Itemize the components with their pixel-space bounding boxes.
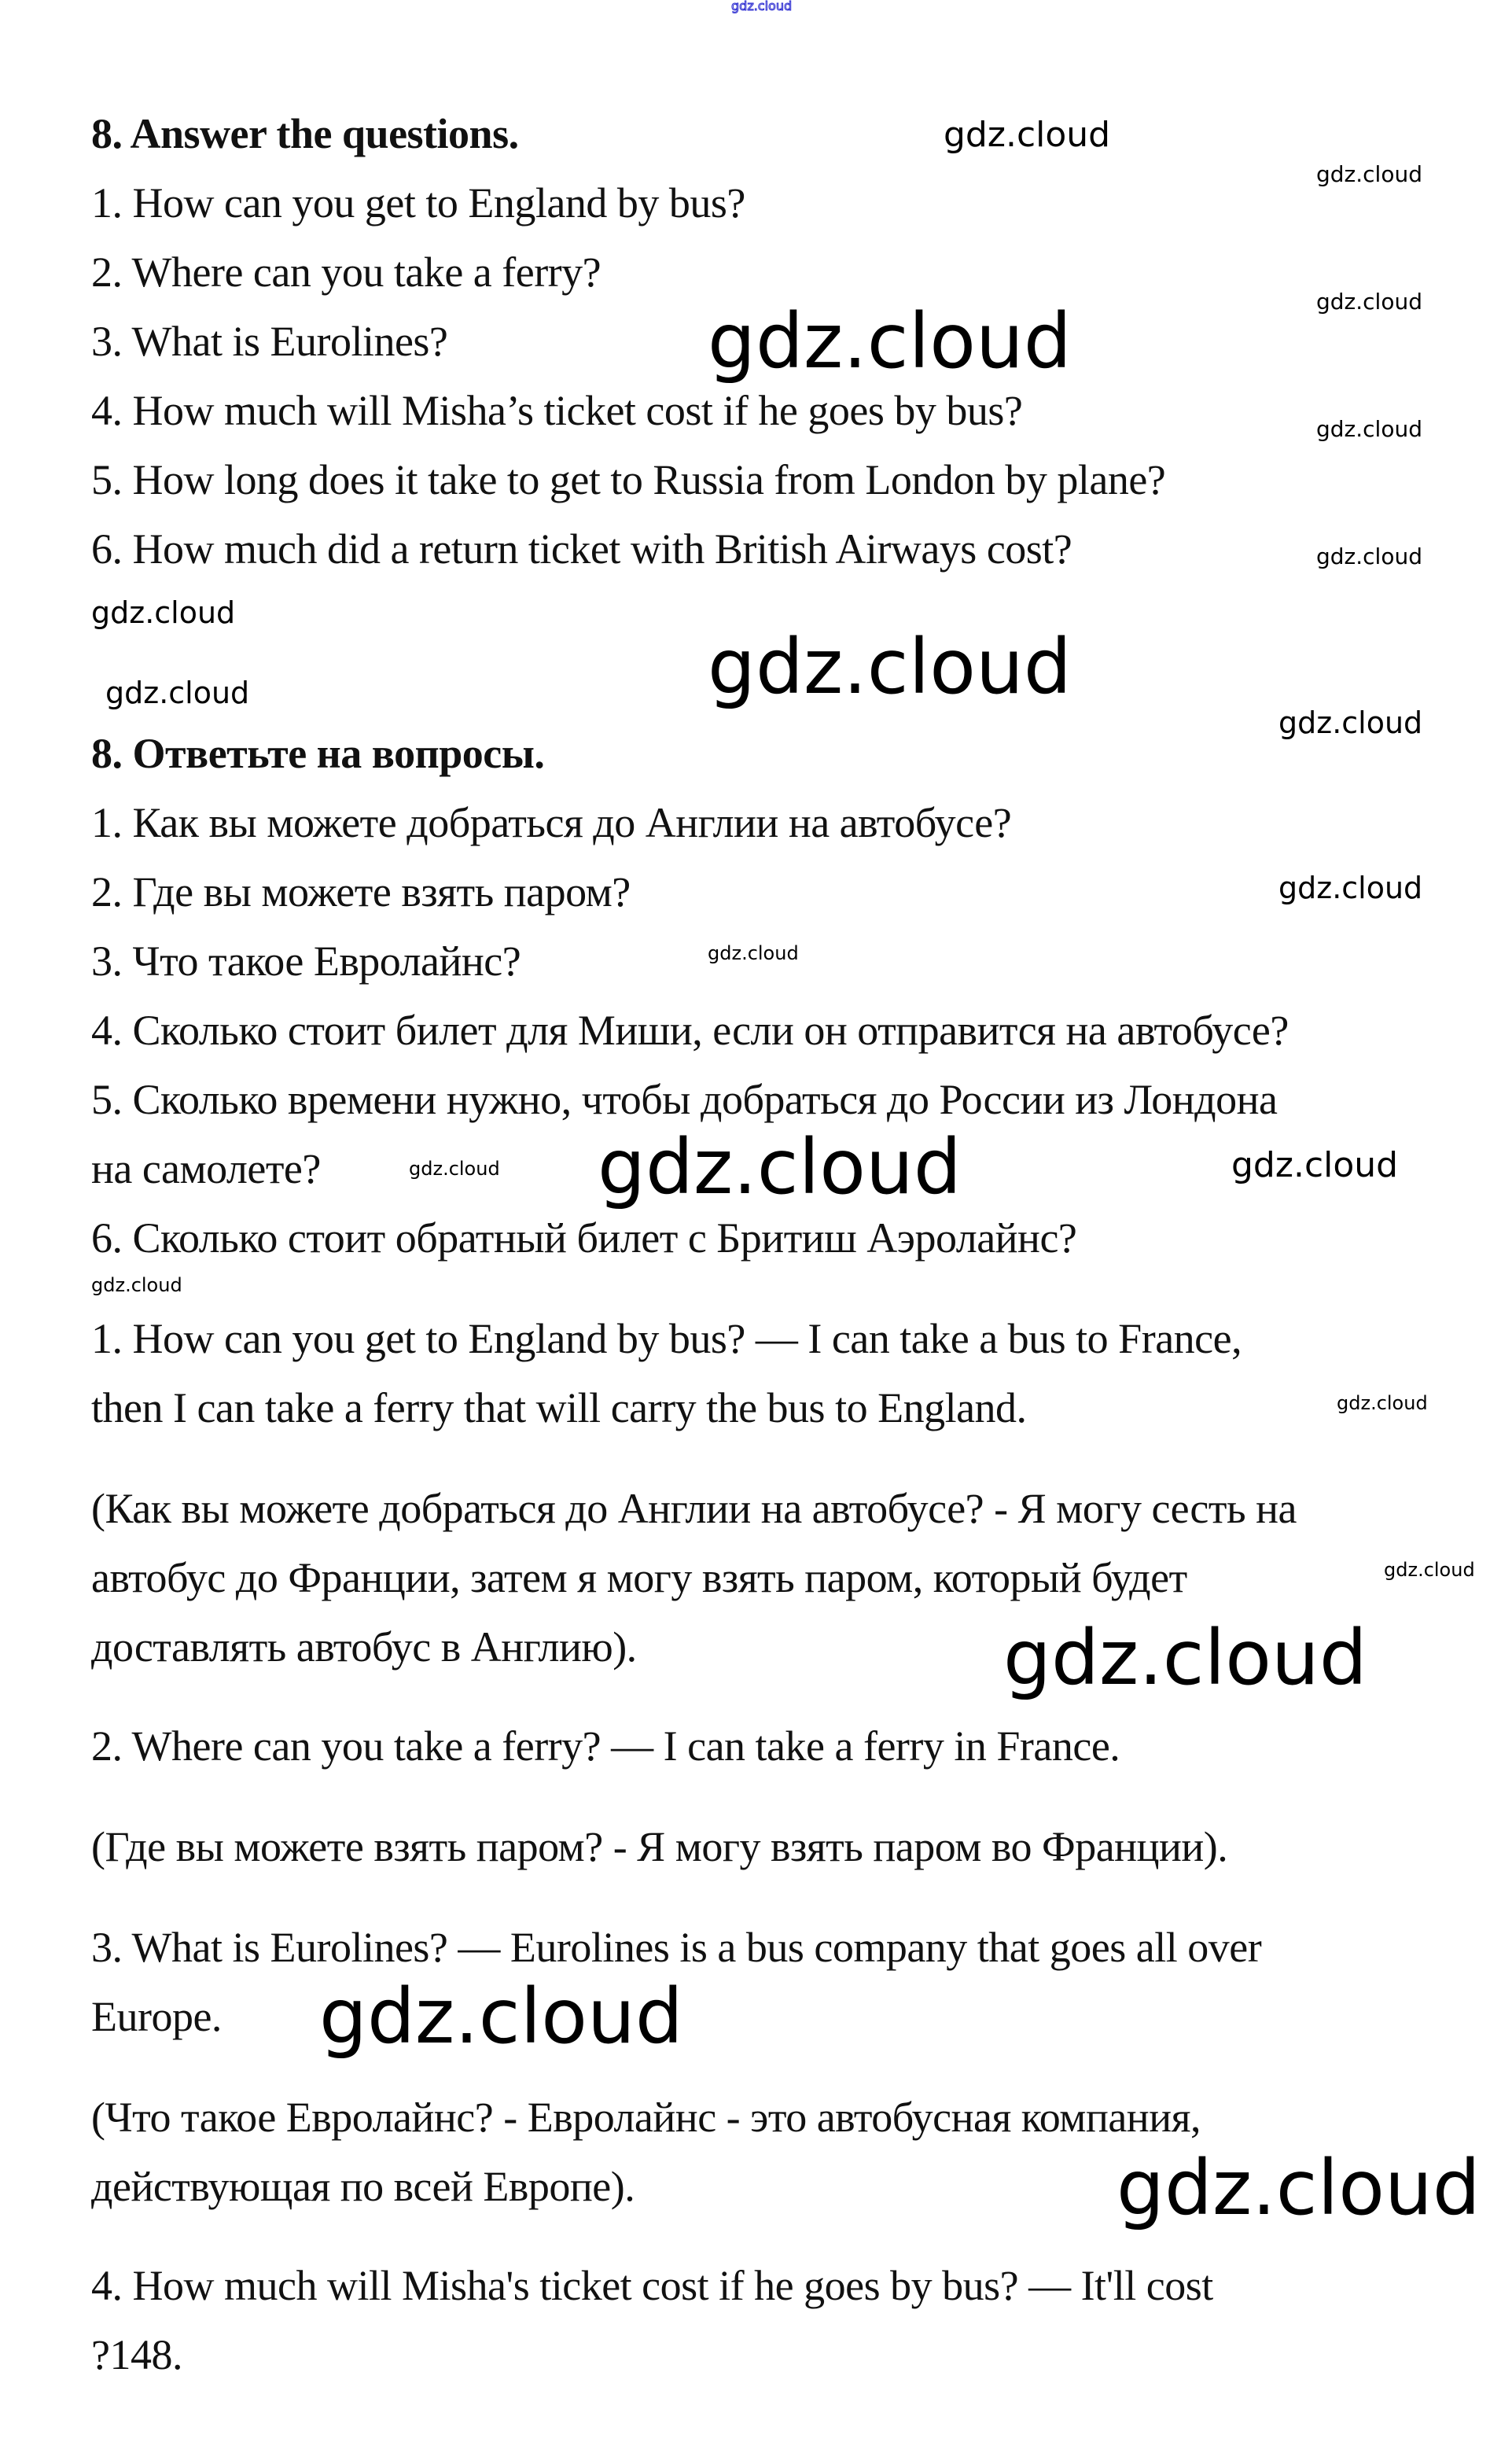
ru-line: 2. Где вы можете взять паром? xyxy=(91,868,631,915)
question-6: 6. How much did a return ticket with British Airways cost? xyxy=(91,525,1072,573)
ru-line: 5. Сколько времени нужно, чтобы добраться до России из Лондона xyxy=(91,1076,1278,1123)
watermark: gdz.cloud xyxy=(319,1973,683,2061)
watermark: gdz.cloud xyxy=(409,1158,500,1180)
watermark: gdz.cloud xyxy=(91,595,236,630)
watermark-top: gdz.cloud xyxy=(731,0,793,13)
question-5: 5. How long does it take to get to Russia from London by plane? xyxy=(91,456,1166,503)
ru-line: 4. Сколько стоит билет для Миши, если он отправится на автобусе? xyxy=(91,1007,1289,1054)
watermark: gdz.cloud xyxy=(1384,1559,1475,1581)
answer-line: (Что такое Евролайнс? - Евролайнс - это автобусная компания, xyxy=(91,2094,1201,2141)
watermark: gdz.cloud xyxy=(1278,705,1423,740)
question-4: 4. How much will Misha’s ticket cost if he goes by bus? xyxy=(91,387,1023,434)
watermark: gdz.cloud xyxy=(598,1123,962,1211)
watermark: gdz.cloud xyxy=(944,115,1111,155)
answer-line: 3. What is Eurolines? — Eurolines is a bus company that goes all over xyxy=(91,1924,1262,1971)
answer-line: 2. Where can you take a ferry? — I can take a ferry in France. xyxy=(91,1722,1120,1770)
answer-line: ?148. xyxy=(91,2331,182,2378)
watermark: gdz.cloud xyxy=(708,623,1072,711)
answer-line: 4. How much will Misha's ticket cost if he goes by bus? — It'll cost xyxy=(91,2262,1213,2309)
question-3: 3. What is Eurolines? xyxy=(91,318,448,365)
question-2: 2. Where can you take a ferry? xyxy=(91,249,601,296)
watermark: gdz.cloud xyxy=(1316,416,1422,442)
watermark: gdz.cloud xyxy=(1003,1614,1367,1702)
watermark: gdz.cloud xyxy=(1316,543,1422,569)
answer-line: доставлять автобус в Англию). xyxy=(91,1623,637,1671)
answer-line: Europe. xyxy=(91,1993,222,2040)
answer-line: действующая по всей Европе). xyxy=(91,2163,635,2210)
answer-line: then I can take a ferry that will carry the bus to England. xyxy=(91,1384,1027,1431)
watermark: gdz.cloud xyxy=(1278,871,1423,905)
answer-line: 1. How can you get to England by bus? — I can take a bus to France, xyxy=(91,1315,1242,1362)
watermark: gdz.cloud xyxy=(1117,2144,1481,2232)
watermark: gdz.cloud xyxy=(708,297,1072,385)
watermark: gdz.cloud xyxy=(1337,1392,1428,1414)
question-1: 1. How can you get to England by bus? xyxy=(91,179,745,227)
watermark: gdz.cloud xyxy=(1316,161,1422,187)
exercise-heading-ru: 8. Ответьте на вопросы. xyxy=(91,730,545,777)
answer-line: автобус до Франции, затем я могу взять паром, который будет xyxy=(91,1554,1187,1601)
ru-line: на самолете? xyxy=(91,1145,321,1192)
watermark: gdz.cloud xyxy=(1316,289,1422,315)
watermark: gdz.cloud xyxy=(105,676,250,710)
ru-line: 3. Что такое Евролайнс? xyxy=(91,938,521,985)
ru-line: 6. Сколько стоит обратный билет с Бритиш Аэролайнс? xyxy=(91,1214,1077,1262)
answer-line: (Как вы можете добраться до Англии на автобусе? - Я могу сесть на xyxy=(91,1485,1297,1532)
exercise-heading-en: 8. Answer the questions. xyxy=(91,110,519,157)
watermark: gdz.cloud xyxy=(1231,1145,1399,1185)
answer-line: (Где вы можете взять паром? - Я могу взять паром во Франции). xyxy=(91,1823,1228,1870)
watermark: gdz.cloud xyxy=(91,1274,182,1296)
watermark: gdz.cloud xyxy=(708,942,799,964)
ru-line: 1. Как вы можете добраться до Англии на автобусе? xyxy=(91,799,1012,846)
